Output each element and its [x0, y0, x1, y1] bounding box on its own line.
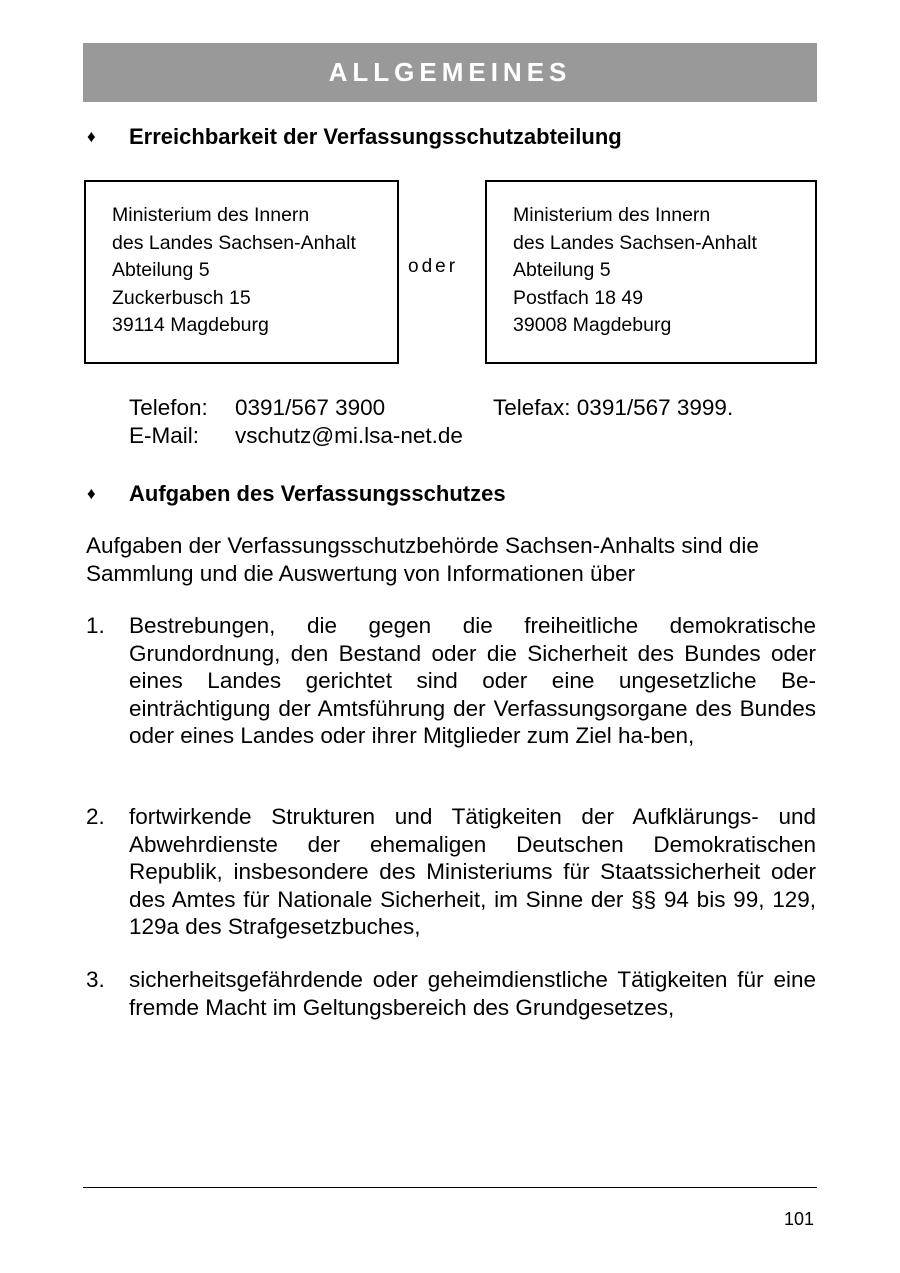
address-line: Abteilung 5	[513, 259, 611, 281]
address-line: Postfach 18 49	[513, 286, 644, 309]
heading-text: Aufgaben des Verfassungsschutzes	[129, 481, 506, 506]
list-item	[86, 612, 816, 750]
section-heading-reachability	[87, 124, 622, 150]
list-item-number: 1.	[86, 613, 105, 638]
heading-text: Erreichbarkeit der Verfassungsschutzabteilung	[129, 124, 622, 149]
list-item-text: fortwirkende Strukturen und Tätigkeiten der Aufklärungs- und Abwehrdienste der ehemaligen Deutschen Demokratischen Republik, insbesondere des Ministeriums für Staatssicherheit oder des Amtes für Nationale Sicherheit, im Sinne der §§ 94 bis 99, 129, 129a des Strafgesetzbuches,	[129, 804, 816, 939]
diamond-bullet-icon: ♦	[87, 484, 96, 503]
or-separator: oder	[408, 256, 459, 277]
address-line: Abteilung 5	[112, 259, 210, 281]
address-line: Ministerium des Innern	[513, 204, 711, 226]
address-box-street	[84, 180, 399, 364]
intro-paragraph: Aufgaben der Verfassungsschutzbehörde Sachsen-Anhalts sind die Sammlung und die Auswertung von Informationen über	[86, 533, 759, 586]
phone-number: 0391/567 3900	[235, 395, 386, 420]
address-box-postbox	[485, 180, 817, 364]
email-label: E-Mail:	[129, 423, 200, 448]
phone-label: Telefon:	[129, 395, 208, 420]
address-line: 39008 Magdeburg	[513, 314, 672, 336]
section-heading-tasks	[87, 481, 506, 507]
fax-number: Telefax: 0391/567 3999.	[493, 395, 734, 420]
address-line: 39114 Magdeburg	[112, 314, 269, 336]
list-item	[86, 803, 816, 941]
list-item-text: Bestrebungen, die gegen die freiheitliche demokratische Grundordnung, den Bestand oder die Sicherheit des Bundes oder eines Landes gerichtet sind oder eine ungesetzliche Be-einträchtigung der Amtsführung der Verfassungsorgane des Bundes oder eines Landes oder ihrer Mitglieder zum Ziel ha-ben,	[129, 613, 816, 748]
list-item	[86, 966, 816, 1021]
list-item-text: sicherheitsgefährdende oder geheimdienstliche Tätigkeiten für eine fremde Macht im Geltungsbereich des Grundgesetzes,	[129, 967, 816, 1020]
address-line: des Landes Sachsen-Anhalt	[513, 231, 757, 254]
address-line: Ministerium des Innern	[112, 204, 310, 226]
list-item-number: 2.	[86, 804, 105, 829]
diamond-bullet-icon: ♦	[87, 127, 96, 146]
list-item-number: 3.	[86, 967, 105, 992]
address-line: des Landes Sachsen-Anhalt	[112, 231, 356, 254]
page-number: 101	[783, 1209, 814, 1229]
footer-divider	[83, 1187, 817, 1188]
email-address[interactable]: vschutz@mi.lsa-net.de	[235, 423, 463, 448]
address-line: Zuckerbusch 15	[112, 286, 251, 309]
section-banner: ALLGEMEINES	[83, 43, 817, 102]
